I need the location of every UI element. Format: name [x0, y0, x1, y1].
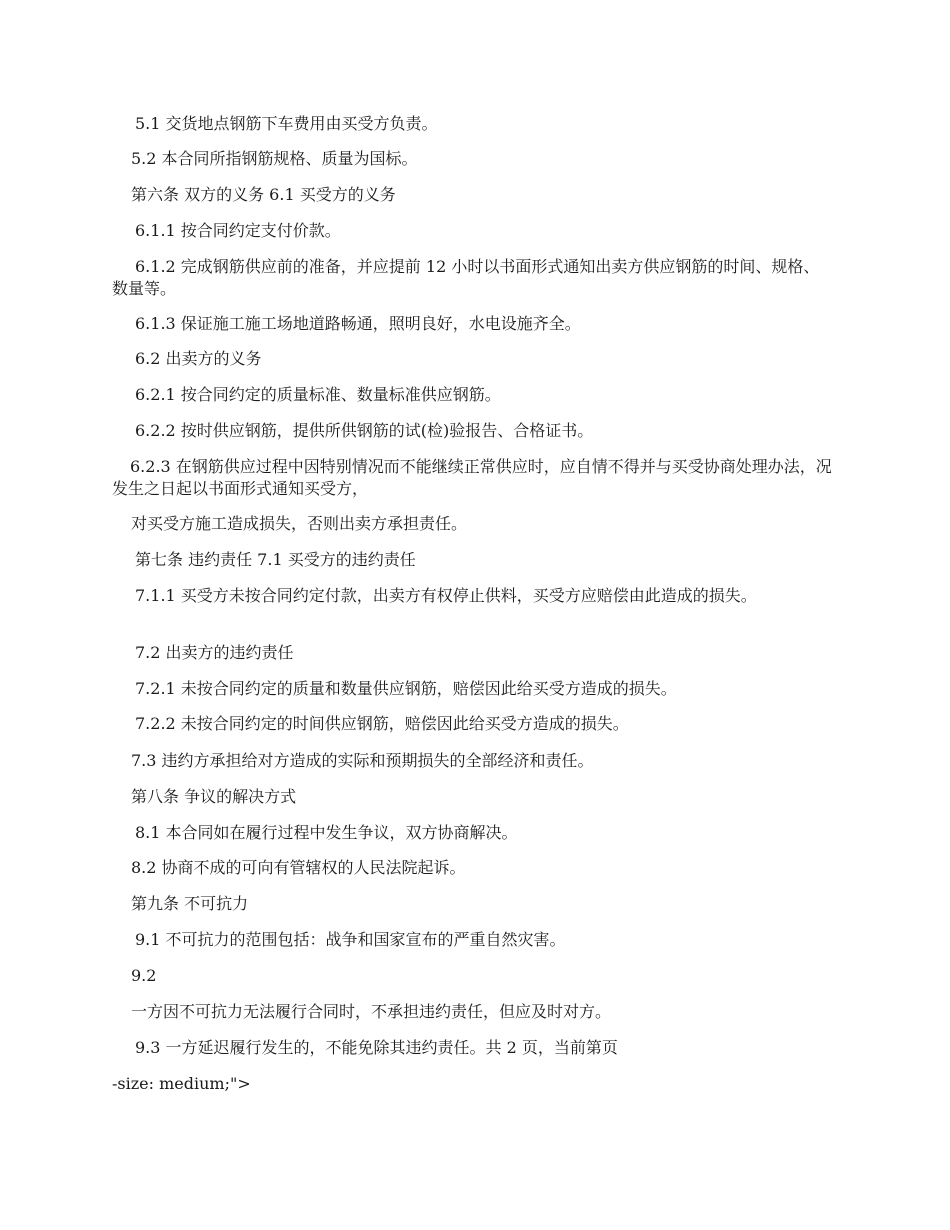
paragraph-6-2-2: 6.2.2 按时供应钢筋，提供所供钢筋的试(检)验报告、合格证书。 [135, 421, 594, 440]
paragraph-8-2: 8.2 协商不成的可向有管辖权的人民法院起诉。 [131, 858, 466, 877]
paragraph-7-2-1: 7.2.1 未按合同约定的质量和数量供应钢筋，赔偿因此给买受方造成的损失。 [135, 679, 677, 698]
paragraph-8-1: 8.1 本合同如在履行过程中发生争议，双方协商解决。 [135, 823, 518, 842]
paragraph-7-2-2: 7.2.2 未按合同约定的时间供应钢筋，赔偿因此给买受方造成的损失。 [135, 714, 629, 733]
paragraph-6-2-3-continued: 对买受方施工造成损失，否则出卖方承担责任。 [131, 514, 468, 533]
paragraph-9-2-text: 一方因不可抗力无法履行合同时，不承担违约责任，但应及时对方。 [131, 1002, 612, 1021]
heading-article-8: 第八条 争议的解决方式 [131, 787, 297, 806]
heading-article-7: 第七条 违约责任 7.1 买受方的违约责任 [135, 550, 416, 569]
paragraph-5-2: 5.2 本合同所指钢筋规格、质量为国标。 [131, 149, 418, 168]
paragraph-6-2-3: 6.2.3 在钢筋供应过程中因特别情况而不能继续正常供应时，应自情不得并与买受协商处理办法，况发生之日起以书面形式通知买受方， [112, 457, 832, 498]
paragraph-7-2: 7.2 出卖方的违约责任 [135, 643, 294, 662]
paragraph-7-3: 7.3 违约方承担给对方造成的实际和预期损失的全部经济和责任。 [131, 751, 594, 770]
paragraph-6-2-1: 6.2.1 按合同约定的质量标准、数量标准供应钢筋。 [135, 385, 501, 404]
heading-article-9: 第九条 不可抗力 [131, 894, 249, 913]
paragraph-7-1-1: 7.1.1 买受方未按合同约定付款，出卖方有权停止供料，买受方应赔偿由此造成的损失。 [135, 586, 757, 605]
heading-article-6: 第六条 双方的义务 6.1 买受方的义务 [131, 185, 396, 204]
paragraph-9-2-number: 9.2 [131, 966, 157, 985]
paragraph-9-1: 9.1 不可抗力的范围包括：战争和国家宣布的严重自然灾害。 [135, 930, 566, 949]
paragraph-5-1: 5.1 交货地点钢筋下车费用由买受方负责。 [135, 114, 438, 133]
paragraph-6-1-1: 6.1.1 按合同约定支付价款。 [135, 221, 341, 240]
paragraph-6-1-3: 6.1.3 保证施工施工场地道路畅通，照明良好，水电设施齐全。 [135, 314, 581, 333]
paragraph-6-2: 6.2 出卖方的义务 [135, 349, 262, 368]
paragraph-9-3: 9.3 一方延迟履行发生的，不能免除其违约责任。共 2 页，当前第页 [135, 1038, 618, 1057]
stray-markup-text: -size: medium;"> [112, 1074, 251, 1093]
paragraph-6-1-2: 6.1.2 完成钢筋供应前的准备，并应提前 12 小时以书面形式通知出卖方供应钢筋的时间、规格、数量等。 [112, 257, 820, 298]
